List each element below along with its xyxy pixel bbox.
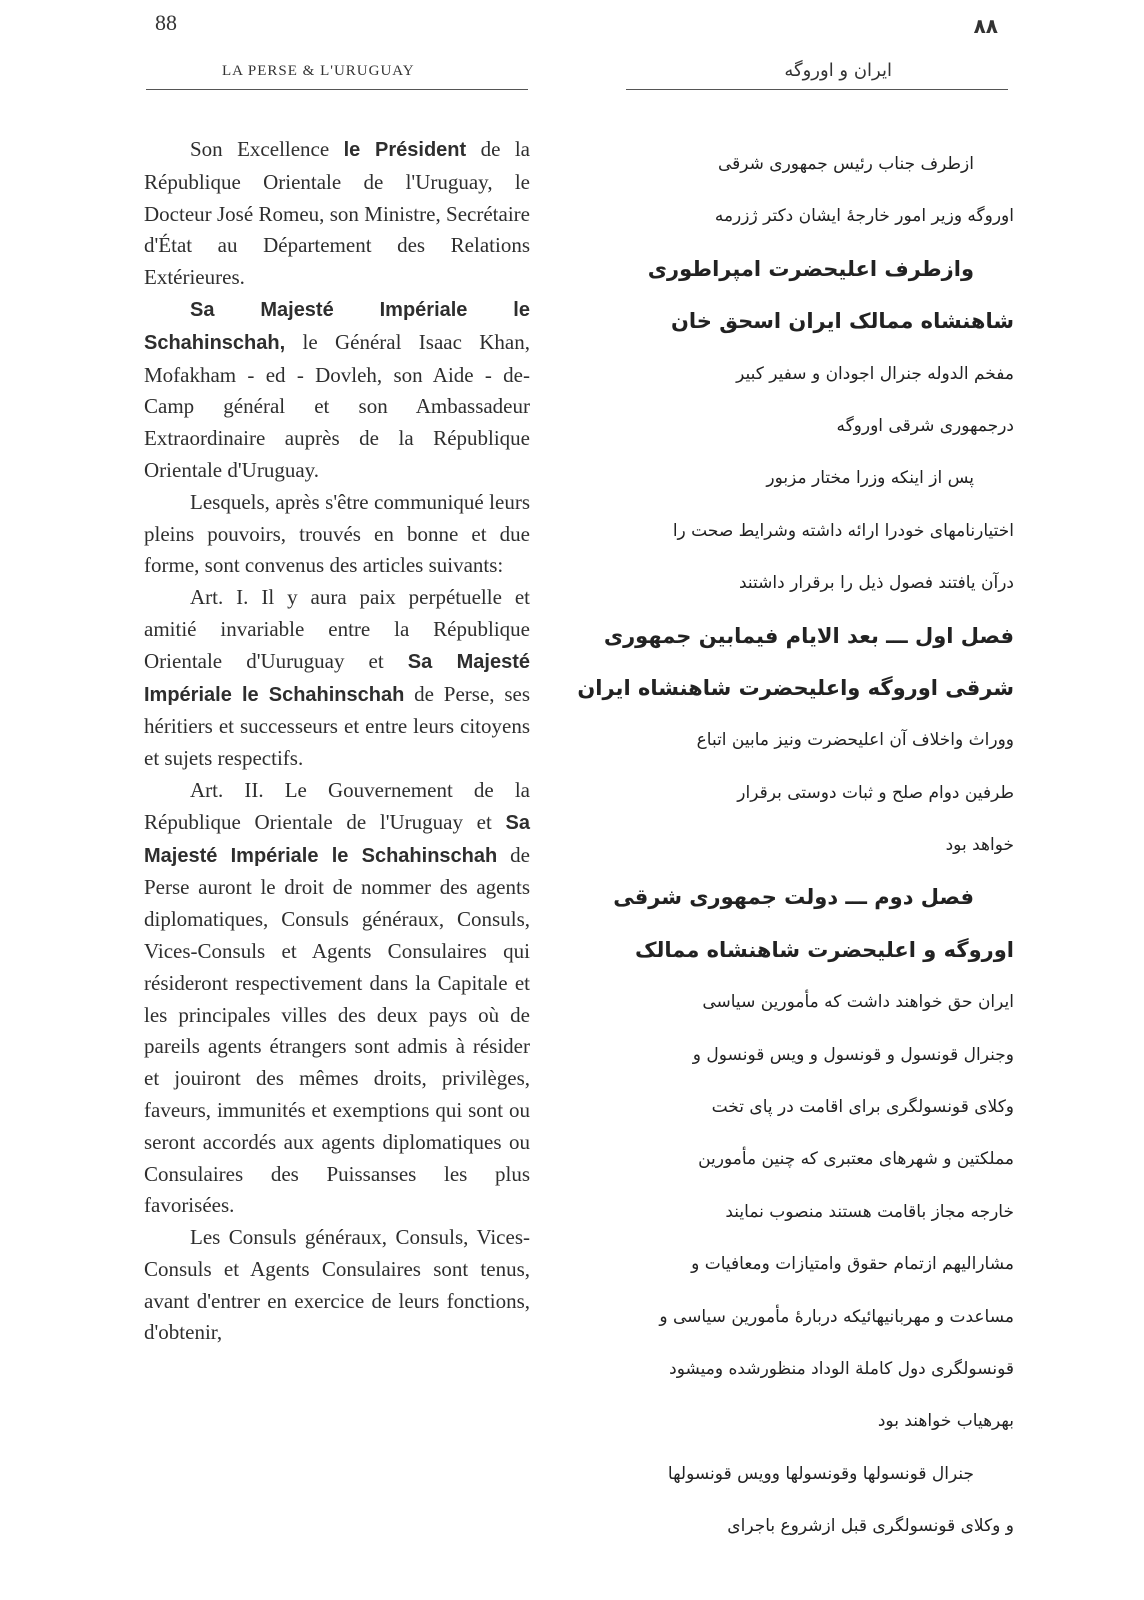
text: de Perse, ses héritiers et successeurs et entre leurs citoyens et sujets respectifs. <box>144 681 530 771</box>
bold-text: Sa Majesté Impériale le Schahinschah <box>144 811 530 867</box>
text: de la République Orientale de l'Uruguay, le Docteur José Romeu, son Ministre, Secrétaire d'État au Département des Relations Extérieures. <box>144 137 531 290</box>
persian-line: فصل دوم ـــ دولت جمهوری شرقی <box>613 885 974 910</box>
persian-line: جنرال قونسولها وقونسولها وویس قونسولها <box>667 1463 974 1484</box>
paragraph-consuls: Les Consuls généraux, Consuls, Vices-Consuls et Agents Consulaires sont tenus, avant d'entrer en exercice de leurs fonctions, d'obtenir, <box>144 1225 530 1345</box>
text: de Perse auront le droit de nommer des agents diplomatiques, Consuls généraux, Consuls, Vices-Consuls et Agents Consulaires qui résideront respectivement dans la Capitale et les principales villes des deux pays où de pareils agents étrangers sont admis à résider et jouiront des mêmes droits, privilèges, faveurs, immunités et exemptions qui sont ou seront accordés aux agents diplomatiques ou Consulaires des Puissanses les plus favorisées. <box>144 842 531 1218</box>
persian-line: مشارالیهم ازتمام حقوق وامتیازات ومعافیات و <box>691 1254 1014 1275</box>
persian-line: خواهد بود <box>945 835 1014 856</box>
persian-line: مساعدت و مهربانیهائیکه دربارهٔ مأمورین سیاسی و <box>659 1306 1014 1327</box>
persian-line: درآن یافتند فصول ذیل را برقرار داشتند <box>738 573 1014 594</box>
paragraph-lesquels: Lesquels, après s'être communiqué leurs pleins pouvoirs, trouvés en bonne et due forme, sont convenus des articles suivants: <box>144 489 530 578</box>
persian-line: وازطرف اعلیحضرت امپراطوری <box>647 256 974 281</box>
page-number-right: ۸۸ <box>973 14 998 38</box>
running-header-left: LA PERSE & L'URUGUAY <box>222 63 415 79</box>
bold-text: Sa Majesté Impériale le Schahinschah <box>144 650 530 706</box>
persian-column <box>577 138 1014 1553</box>
persian-line: و وکلای قونسولگری قبل ازشروع باجرای <box>727 1516 1014 1537</box>
persian-line: شرقی اوروگه واعلیحضرت شاهنشاه ایران <box>577 675 1014 700</box>
french-column <box>144 134 530 1349</box>
text: Son Excellence <box>190 137 344 161</box>
bold-text: le Président <box>343 139 467 161</box>
persian-line: ایران حق خواهند داشت که مأمورین سیاسی <box>702 992 1014 1013</box>
persian-line: مملکتین و شهرهای معتبری که چنین مأمورین <box>698 1149 1014 1170</box>
page-number-left: 88 <box>155 10 177 35</box>
persian-line: خارجه مجاز باقامت هستند منصوب نمایند <box>725 1201 1014 1222</box>
persian-line: وجنرال قونسول و قونسول و ویس قونسول و <box>692 1044 1014 1065</box>
paragraph-article-1 <box>144 582 530 775</box>
text: Art. II. Le Gouvernement de la République Orientale de l'Uruguay et <box>144 777 530 834</box>
persian-line: قونسولگری دول کاملة الوداد منظورشده ومیشود <box>669 1358 1014 1379</box>
text: le Général Isaac Khan, Mofakham - ed - Dovleh, son Aide - de-Camp général et son Ambassadeur Extraordinaire auprès de la République Orientale d'Uruguay. <box>144 329 530 482</box>
persian-line: ووراث واخلاف آن اعلیحضرت ونیز مابین اتباع <box>696 730 1014 751</box>
persian-line: پس از اینکه وزرا مختار مزبور <box>766 468 974 489</box>
persian-line: درجمهوری شرقی اوروگه <box>836 415 1014 436</box>
persian-line: فصل اول ـــ بعد الایام فیمابین جمهوری <box>603 623 1014 648</box>
text: Art. I. Il y aura paix perpétuelle et amitié invariable entre la République Orientale d'Uuruguay et <box>144 585 530 673</box>
persian-line: طرفین دوام صلح و ثبات دوستی برقرار <box>737 782 1014 803</box>
header-rule-right <box>626 89 1008 90</box>
persian-line: اوروگه و اعلیحضرت شاهنشاه ممالک <box>635 937 1014 962</box>
header-rule-left <box>146 89 528 90</box>
paragraph-preamble-president <box>144 134 530 294</box>
running-header-right: ایران و اوروگه <box>784 60 892 81</box>
persian-line: شاهنشاه ممالک ایران اسحق خان <box>670 309 1014 334</box>
persian-line: ازطرف جناب رئیس جمهوری شرقی <box>717 154 974 174</box>
persian-line: بهرهیاب خواهند بود <box>877 1411 1014 1432</box>
persian-line: مفخم الدوله جنرال اجودان و سفیر کبیر <box>736 363 1014 384</box>
paragraph-article-2 <box>144 775 530 1222</box>
bold-text: Sa Majesté Impériale le Schahinschah, <box>144 298 530 354</box>
persian-line: اختیارنامهای خودرا ارائه داشته وشرایط صحت را <box>672 520 1014 541</box>
persian-line: اوروگه وزیر امور خارجهٔ ایشان دکتر ژزرمه <box>714 206 1014 227</box>
paragraph-preamble-schah <box>144 294 530 487</box>
persian-line: وکلای قونسولگری برای اقامت در پای تخت <box>711 1097 1014 1118</box>
